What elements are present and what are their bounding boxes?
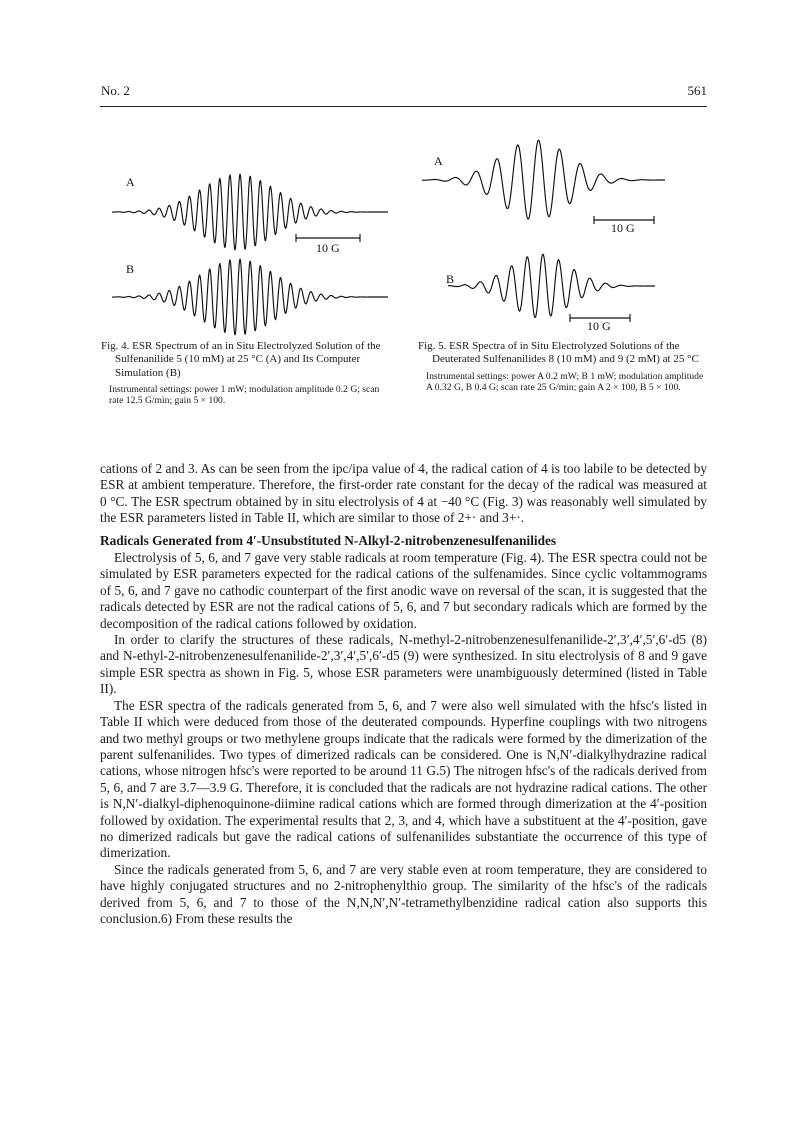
paragraph-3: In order to clarify the structures of these radicals, N-methyl-2-nitrobenzenesulfenanilide-2′,3′,4′,5′,6′-d5 (8) and N-ethyl-2-nitrobenzenesulfenanilide-2′,3′,4′,5′,6′-d5 (9) were synthesized. In situ electrolysis of 8 and 9 gave simple ESR spectra as shown in Fig. 5, whose ESR parameters were unambiguously determined (listed in Table II). bbox=[100, 632, 707, 697]
fig4-trace-b bbox=[112, 259, 388, 335]
fig5-spectrum-a bbox=[420, 128, 700, 243]
fig5-trace-a bbox=[422, 140, 665, 219]
fig5-settings: Instrumental settings: power A 0.2 mW; B 1 mW; modulation amplitude A 0.32 G, B 0.4 G; scan rate 25 G/min; gain A 2 × 100, B 5 × 100. bbox=[426, 370, 704, 394]
fig4-caption bbox=[101, 340, 392, 407]
fig4-label-b: B bbox=[126, 262, 135, 276]
fig5-scale-bar-b bbox=[570, 314, 630, 333]
fig5-label-b: B bbox=[446, 272, 455, 286]
header-rule bbox=[100, 106, 707, 107]
fig5-trace-b bbox=[448, 254, 655, 317]
fig5-scale-label-a: 10 G bbox=[611, 221, 635, 235]
paragraph-2: Electrolysis of 5, 6, and 7 gave very stable radicals at room temperature (Fig. 4). The ESR spectra could not be simulated by ESR parameters expected for the radical cations of the sulfenamides. Since cyclic voltammograms of 5, 6, and 7 gave no cathodic counterpart of the first anodic wave on reversal of the scan, it is suggested that the radicals detected by ESR are not the radical cations of 5, 6, and 7 but secondary radicals which are formed by the decomposition of the radical cations followed by oxidation. bbox=[100, 550, 707, 631]
section-heading: Radicals Generated from 4′-Unsubstituted N-Alkyl-2-nitrobenzenesulfenanilides bbox=[100, 532, 557, 548]
fig4-settings: Instrumental settings: power 1 mW; modulation amplitude 0.2 G; scan rate 12.5 G/min; gain 5 × 100. bbox=[109, 384, 380, 407]
fig5-caption-text: Fig. 5. ESR Spectra of in Situ Electrolyzed Solutions of the Deuterated Sulfenanilides 8 (10 mM) and 9 (2 mM) at 25 °C bbox=[418, 340, 699, 366]
fig4-caption-text: Fig. 4. ESR Spectrum of an in Situ Electrolyzed Solution of the Sulfenanilide 5 (10 mM) at 25 °C (A) and Its Computer Simulation (B) bbox=[101, 340, 381, 379]
fig5-spectrum-b bbox=[420, 250, 700, 340]
paragraph-5: Since the radicals generated from 5, 6, and 7 are very stable even at room temperature, they are considered to have highly conjugated structures and no 2-nitrophenylthio group. The similarity of the hfsc's of the radicals derived from 5, 6, and 7 to those of the N,N,N′,N′-tetramethylbenzidine radical cation also supports this conclusion.6) From these results the bbox=[100, 861, 707, 926]
fig5-label-a: A bbox=[434, 154, 443, 168]
journal-number: No. 2 bbox=[101, 83, 130, 98]
paragraph-1: cations of 2 and 3. As can be seen from the ipc/ipa value of 4, the radical cation of 4 is too labile to be detected by ESR at ambient temperature. Therefore, the first-order rate constant for the decay of the radical was measured at 0 °C. The ESR spectrum obtained by in situ electrolysis of 4 at −40 °C (Fig. 3) was reasonably well simulated by the ESR parameters listed in Table II, which are similar to those of 2+· and 3+·. bbox=[100, 461, 707, 526]
fig4-spectrum-a bbox=[110, 162, 390, 262]
fig5-caption bbox=[418, 340, 708, 393]
fig4-scale-label: 10 G bbox=[316, 241, 340, 255]
fig4-spectrum-b bbox=[110, 255, 390, 345]
page-number: 561 bbox=[687, 83, 707, 98]
body-text bbox=[100, 461, 707, 927]
paragraph-4: The ESR spectra of the radicals generated from 5, 6, and 7 were also well simulated with the hfsc's listed in Table II which were deduced from those of the deuterated compounds. Hyperfine couplings with two nitrogens and two methyl groups or two methylene groups indicate that the radicals were formed by the dimerization of the parent sulfenanilides. Two types of dimerized radicals can be considered. One is N,N′-dialkylhydrazine radical cations, whose nitrogen hfsc's were reported to be around 11 G.5) The nitrogen hfsc's of the radicals derived from 5, 6, and 7 are 3.7—3.9 G. Therefore, it is concluded that the radicals are not hydrazine radical cations. The other is N,N′-dialkyl-diphenoquinone-diimine radical cations which are formed through dimerization at the 4′-position followed by oxidation. The experimental results that 2, 3, and 4, which have a substituent at the 4′-position, gave no dimerized radicals but gave the radical cations of sulfenanilides substantiate the occurrence of this type of dimerization. bbox=[100, 697, 707, 861]
fig5-scale-label-b: 10 G bbox=[587, 319, 611, 333]
fig4-label-a: A bbox=[126, 175, 135, 189]
fig4-scale-bar bbox=[296, 234, 360, 255]
fig5-scale-bar-a bbox=[594, 216, 654, 235]
